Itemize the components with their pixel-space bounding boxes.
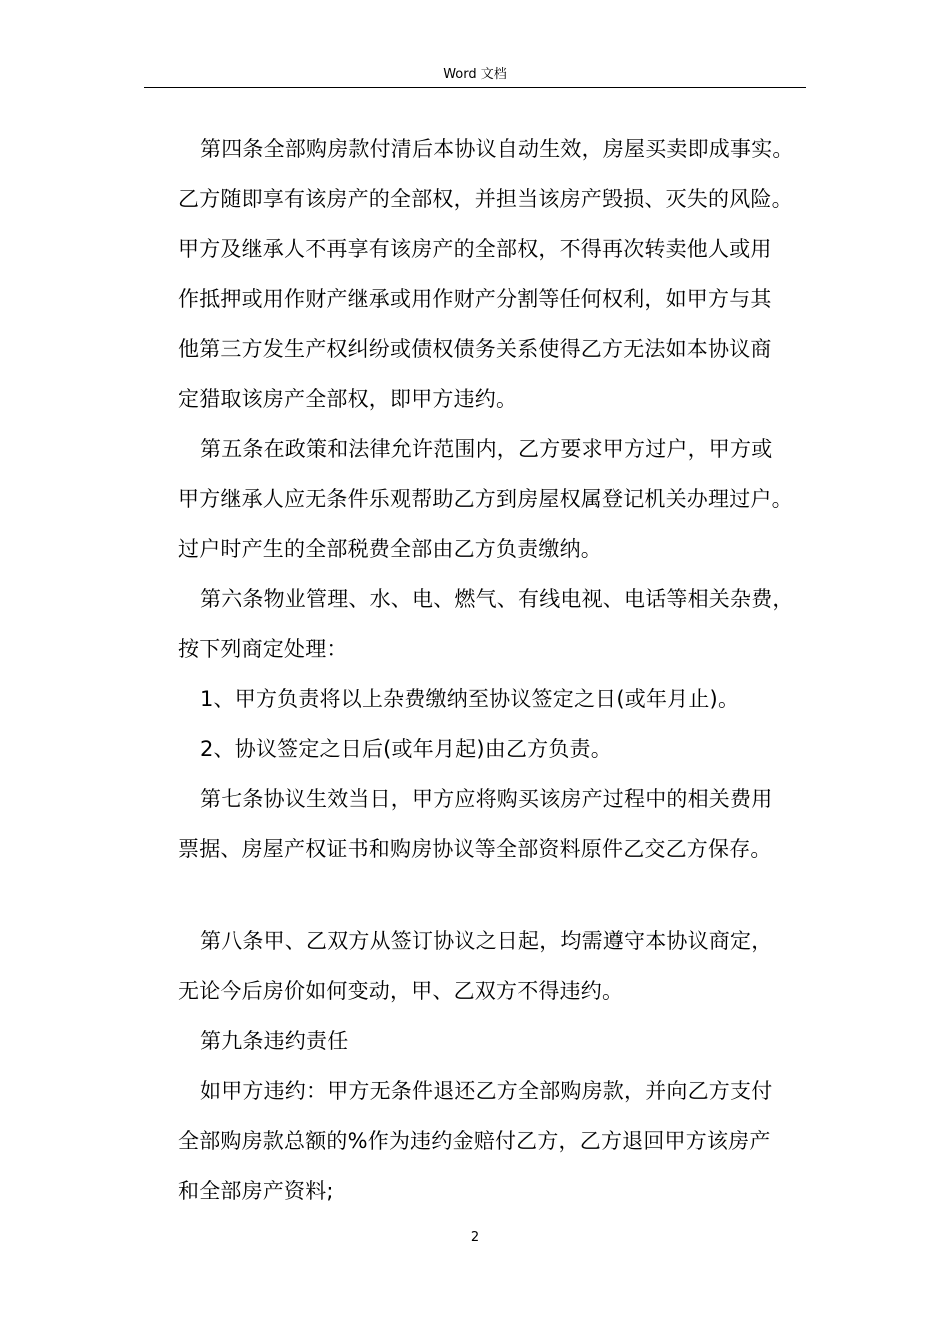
paragraph-spacer xyxy=(178,874,818,916)
text-line: 第五条在政策和法律允许范围内，乙方要求甲方过户，甲方或 xyxy=(200,437,773,461)
paragraph-article-5 xyxy=(178,424,818,574)
page-header-title: Word 文档 xyxy=(443,67,507,82)
text-line: 第七条协议生效当日，甲方应将购买该房产过程中的相关费用 xyxy=(200,787,773,811)
paragraph-article-9 xyxy=(178,1016,818,1066)
paragraph-item-1 xyxy=(178,674,818,724)
paragraph-item-2 xyxy=(178,724,818,774)
text-line: 作抵押或用作财产继承或用作财产分割等任何权利，如甲方与其 xyxy=(178,287,772,311)
text-line: 定猎取该房产全部权，即甲方违约。 xyxy=(178,387,518,411)
text-line: 按下列商定处理： xyxy=(178,637,348,661)
paragraph-article-7 xyxy=(178,774,818,874)
paragraph-breach-party-a xyxy=(178,1066,818,1216)
text-line: 第八条甲、乙双方从签订协议之日起，均需遵守本协议商定， xyxy=(200,929,773,953)
text-line: 他第三方发生产权纠纷或债权债务关系使得乙方无法如本协议商 xyxy=(178,337,772,361)
paragraph-article-8 xyxy=(178,916,818,1016)
paragraph-article-6 xyxy=(178,574,818,674)
text-line: 第六条物业管理、水、电、燃气、有线电视、电话等相关杂费， xyxy=(200,587,794,611)
header-divider xyxy=(144,87,806,88)
text-line: 无论今后房价如何变动，甲、乙双方不得违约。 xyxy=(178,979,624,1003)
text-line: 第四条全部购房款付清后本协议自动生效，房屋买卖即成事实。 xyxy=(200,137,794,161)
paragraph-article-4 xyxy=(178,124,818,424)
text-line: 和全部房产资料; xyxy=(178,1179,334,1203)
document-body xyxy=(178,124,818,1216)
text-line: 甲方及继承人不再享有该房产的全部权，不得再次转卖他人或用 xyxy=(178,237,772,261)
text-line: 甲方继承人应无条件乐观帮助乙方到房屋权属登记机关办理过户。 xyxy=(178,487,793,511)
text-line: 第九条违约责任 xyxy=(200,1029,349,1053)
text-line: 2、协议签定之日后(或年月起)由乙方负责。 xyxy=(200,737,612,761)
text-line: 乙方随即享有该房产的全部权，并担当该房产毁损、灭失的风险。 xyxy=(178,187,793,211)
text-line: 如甲方违约：甲方无条件退还乙方全部购房款，并向乙方支付 xyxy=(200,1079,773,1103)
text-line: 1、甲方负责将以上杂费缴纳至协议签定之日(或年月止)。 xyxy=(200,687,740,711)
text-line: 票据、房屋产权证书和购房协议等全部资料原件乙交乙方保存。 xyxy=(178,837,772,861)
text-line: 全部购房款总额的%作为违约金赔付乙方，乙方退回甲方该房产 xyxy=(178,1129,771,1153)
page-number: 2 xyxy=(470,1230,480,1245)
text-line: 过户时产生的全部税费全部由乙方负责缴纳。 xyxy=(178,537,602,561)
